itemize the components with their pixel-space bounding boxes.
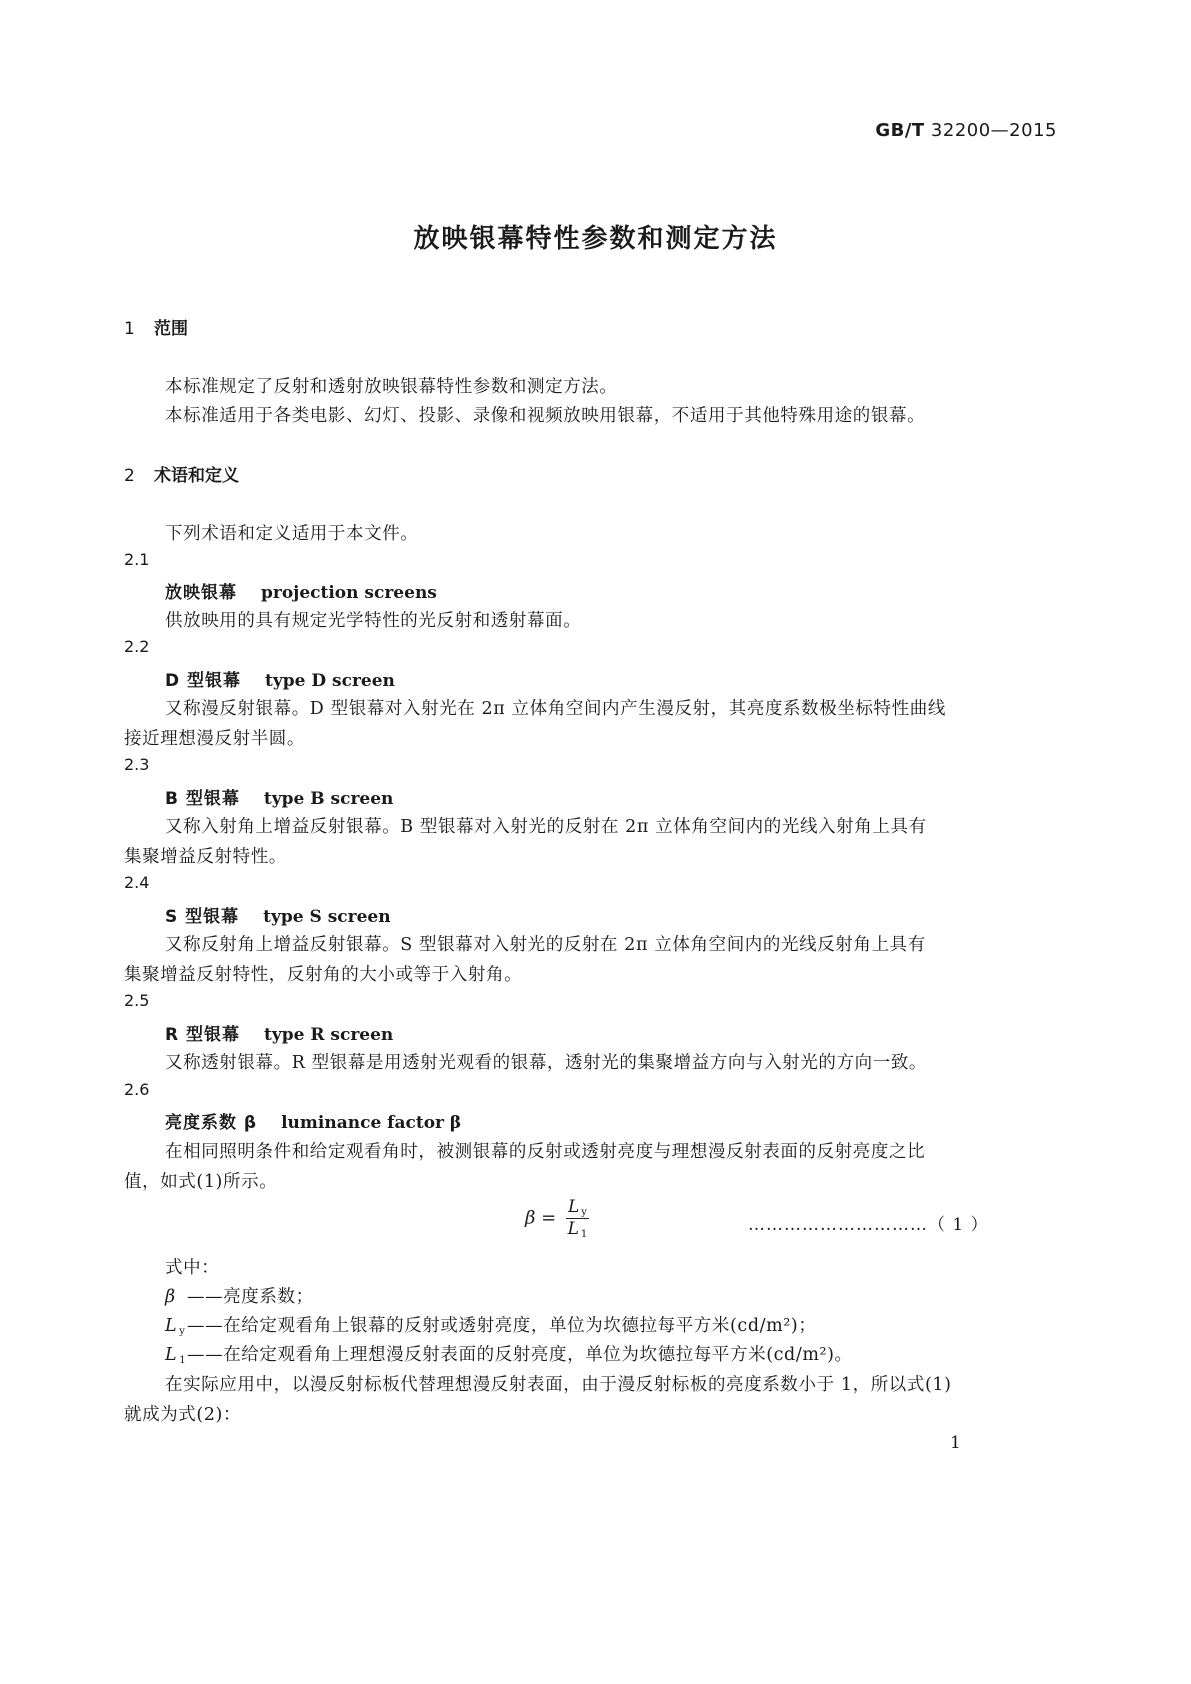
formula-denominator: L $_1$ [567, 1219, 588, 1240]
formula-lhs: β [525, 1207, 536, 1229]
clause-number: 2.6 [124, 1080, 150, 1099]
closing-line: 就成为式(2)： [124, 1405, 242, 1425]
section-2-intro: 下列术语和定义适用于本文件。 [165, 524, 419, 544]
term-en: type R screen [264, 1025, 394, 1045]
term-en: type S screen [263, 907, 391, 927]
term-heading [165, 1108, 461, 1133]
term-en: type B screen [263, 789, 394, 809]
section-1-para-2: 本标准适用于各类电影、幻灯、投影、录像和视频放映用银幕，不适用于其他特殊用途的银幕。 [165, 406, 926, 426]
term-zh: B 型银幕 [165, 789, 240, 809]
section-1-title: 范围 [154, 319, 188, 339]
section-1-number: 1 [124, 319, 135, 339]
clause-number: 2.2 [124, 637, 150, 656]
term-heading [165, 578, 437, 603]
clause-number: 2.1 [124, 550, 150, 569]
formula-numerator: L $_y$ [567, 1197, 587, 1218]
section-2-heading [124, 461, 239, 486]
where-item: L $_1$——在给定观看角上理想漫反射表面的反射亮度，单位为坎德拉每平方米(cd/m²)。 [165, 1345, 853, 1366]
definition-line: 在相同照明条件和给定观看角时，被测银幕的反射或透射亮度与理想漫反射表面的反射亮度之比 [165, 1142, 926, 1162]
term-heading [165, 666, 395, 691]
term-en: projection screens [261, 583, 437, 603]
section-1-para-1: 本标准规定了反射和透射放映银幕特性参数和测定方法。 [165, 377, 618, 397]
closing-line: 在实际应用中，以漫反射标板代替理想漫反射表面，由于漫反射标板的亮度系数小于 1，所以式(1) [165, 1375, 952, 1395]
definition-line: 供放映用的具有规定光学特性的光反射和透射幕面。 [165, 611, 582, 631]
definition-line: 又称入射角上增益反射银幕。B 型银幕对入射光的反射在 2π 立体角空间内的光线入射角上具有 [165, 817, 927, 837]
section-2-number: 2 [124, 466, 135, 486]
clause-number: 2.4 [124, 873, 150, 892]
formula-1: β = $\frac{L _y}{L _1}$ [525, 1197, 588, 1240]
clause-number: 2.5 [124, 991, 150, 1010]
section-2-title: 术语和定义 [154, 466, 239, 486]
equation-reference-1: …………………………（ 1 ） [748, 1215, 989, 1235]
definition-line: 集聚增益反射特性，反射角的大小或等于入射角。 [124, 965, 523, 985]
term-zh: 亮度系数 β [165, 1113, 258, 1133]
definition-line: 值，如式(1)所示。 [124, 1172, 278, 1192]
page-number: 1 [950, 1433, 961, 1453]
term-heading [165, 1020, 393, 1045]
formula-fraction [566, 1197, 589, 1240]
term-zh: R 型银幕 [165, 1025, 241, 1045]
definition-line: 接近理想漫反射半圆。 [124, 729, 305, 749]
where-item: β ——亮度系数； [165, 1287, 314, 1307]
definition-line: 集聚增益反射特性。 [124, 847, 287, 867]
standard-code-prefix: GB/T [875, 120, 925, 141]
term-en: type D screen [265, 671, 395, 691]
where-label: 式中： [165, 1258, 220, 1278]
term-zh: D 型银幕 [165, 671, 242, 691]
definition-line: 又称反射角上增益反射银幕。S 型银幕对入射光的反射在 2π 立体角空间内的光线反射角上具有 [165, 935, 926, 955]
term-zh: 放映银幕 [165, 583, 237, 603]
clause-number: 2.3 [124, 755, 150, 774]
term-en: luminance factor β [281, 1113, 462, 1133]
definition-line: 又称透射银幕。R 型银幕是用透射光观看的银幕，透射光的集聚增益方向与入射光的方向一致。 [165, 1053, 928, 1073]
definition-line: 又称漫反射银幕。D 型银幕对入射光在 2π 立体角空间内产生漫反射，其亮度系数极坐标特性曲线 [165, 699, 946, 719]
term-zh: S 型银幕 [165, 907, 240, 927]
where-item: L $_y$——在给定观看角上银幕的反射或透射亮度，单位为坎德拉每平方米(cd/m²)； [165, 1316, 817, 1337]
term-heading [165, 784, 393, 809]
document-title: 放映银幕特性参数和测定方法 [413, 224, 778, 254]
standard-code [875, 120, 1057, 141]
standard-code-number: 32200—2015 [930, 120, 1057, 141]
term-heading [165, 902, 391, 927]
section-1-heading [124, 314, 188, 339]
